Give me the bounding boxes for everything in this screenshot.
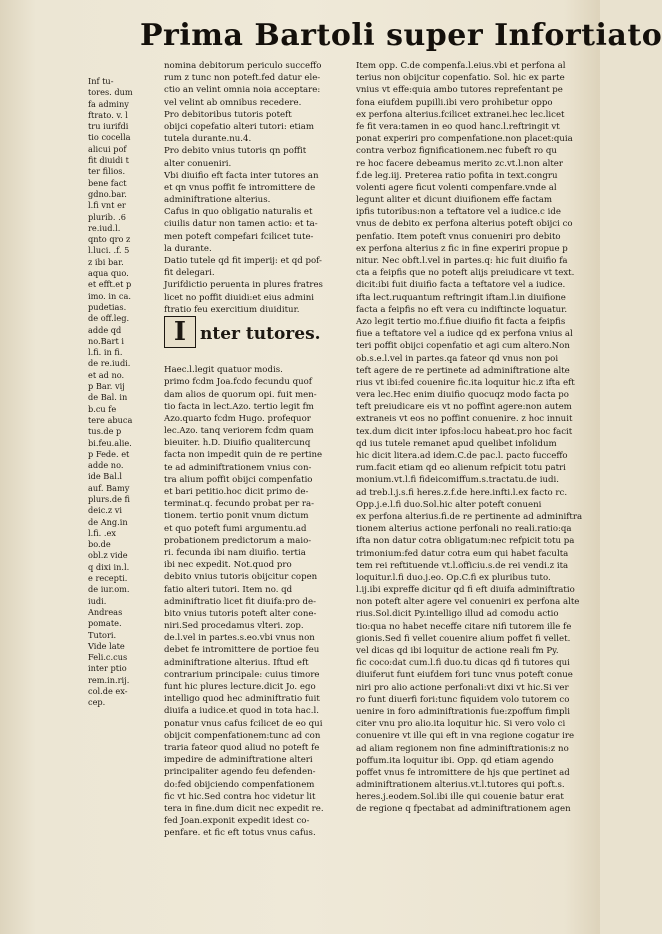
text-line: tionem. tertio ponit vnum dictum bbox=[164, 511, 309, 522]
gloss-line: tores. dum bbox=[88, 87, 133, 98]
text-line: Pro debito vnius tutoris qn poffit bbox=[164, 146, 307, 157]
text-line: lec.Azo. tanq veriorem fcdm quam bbox=[164, 426, 314, 437]
text-line: teri poffit obijci copenfatio et agi cum altero.Non bbox=[356, 341, 570, 352]
gloss-line: iudi. bbox=[88, 595, 107, 606]
text-line: et quo poteft fumi argumentu.ad bbox=[164, 523, 307, 534]
gloss-line: Feli.c.cus bbox=[88, 652, 128, 663]
text-line: fit delegari. bbox=[164, 268, 215, 279]
gloss-line: tus.de p bbox=[88, 426, 122, 437]
text-line: teft preiudicare eis vt no poffint agere:non autem bbox=[356, 402, 572, 413]
gloss-line: ftrato. v. l bbox=[88, 109, 128, 120]
text-line: fic vt hic.Sed contra hoc videtur lit bbox=[164, 791, 316, 802]
text-line: Pro debitoribus tutoris poteft bbox=[164, 109, 292, 120]
text-line: ro funt diuerfi fori:tunc fiquidem volo tutorem co bbox=[356, 694, 570, 705]
gloss-line: plurs.de fi bbox=[88, 493, 131, 504]
gloss-line: p Fede. et bbox=[88, 448, 130, 459]
text-line: uenire in foro adminiftrationis fue:zpoffum fimpli bbox=[356, 706, 570, 717]
text-line: Haec.l.legit quatuor modis. bbox=[164, 365, 283, 376]
gloss-line: et efft.et p bbox=[88, 279, 132, 290]
text-line: vel dicas qd ibi loquitur de actione reali fm Py. bbox=[356, 646, 559, 656]
text-line: poffet vnus fe intromittere de hjs que pertinet ad bbox=[356, 767, 570, 778]
text-line: Azo legit tertio mo.f.fiue diuifio fit facta a feipfis bbox=[356, 316, 566, 327]
gloss-line: Tutori. bbox=[88, 629, 117, 640]
text-line: fiue a teftatore vel a iudice qd ex perfona vnius al bbox=[356, 329, 573, 340]
gloss-line: de off.leg. bbox=[88, 313, 130, 324]
text-line: ifta lect.ruquantum reftringit iftam.l.in diuifione bbox=[356, 292, 566, 303]
text-line: volenti agere ficut volenti compenfare.vnde al bbox=[356, 182, 557, 193]
heading-text: nter tutores. bbox=[200, 323, 321, 344]
text-line: vera lec.Hec enim diuifio quocuqz modo facta po bbox=[356, 390, 569, 401]
gloss-line: imo. in ca. bbox=[88, 290, 131, 301]
gloss-line: bi.feu.alie. bbox=[88, 437, 132, 448]
text-line: ad aliam regionem non fine adminiftrationis:z no bbox=[356, 743, 569, 754]
gloss-line: qnto qro z bbox=[88, 234, 131, 245]
text-line: tionem alterius actione perfonali no reali.ratio:qa bbox=[356, 524, 572, 535]
text-line: loquitur.l.fi duo.j.eo. Op.C.fi ex pluribus tuto. bbox=[356, 572, 551, 583]
text-line: monium.vt.l.fi fideicomiffum.s.tractatu.de iudi. bbox=[356, 475, 559, 486]
gloss-line: inter ptio bbox=[88, 663, 127, 674]
text-line: impedire de adminiftratione alteri bbox=[164, 755, 313, 766]
text-line: re hoc facere debeamus merito zc.vt.l.non alter bbox=[356, 158, 563, 169]
gloss-line: obl.z vide bbox=[88, 550, 128, 561]
text-line: qd ius tutele remanet apud quelibet infolidum bbox=[356, 438, 557, 449]
text-line: intelligo quod hec adminiftratio fuit bbox=[164, 694, 320, 705]
text-line: Cafus in quo obligatio naturalis et bbox=[164, 207, 313, 218]
page-title: Prima Bartoli super Infortiato bbox=[140, 18, 662, 53]
text-line: ftratio feu exercitium diuiditur. bbox=[164, 304, 300, 315]
text-line: Vbi diuifio eft facta inter tutores an bbox=[164, 170, 319, 181]
text-line: tutela durante.nu.4. bbox=[164, 134, 252, 145]
text-line: non poteft alter agere vel conueniri ex perfona alte bbox=[356, 597, 580, 608]
text-line: te ad adminiftrationem vnius con- bbox=[164, 462, 312, 473]
gloss-line: plurib. .6 bbox=[88, 211, 126, 222]
text-line: penfare. et fic eft totus vnus cafus. bbox=[164, 828, 316, 839]
text-line: obijci copefatio alteri tutori: etiam bbox=[164, 121, 315, 132]
gloss-line: l.luci. .f. 5 bbox=[88, 245, 130, 256]
text-line: traria fateor quod aliud no poteft fe bbox=[164, 742, 320, 753]
section-heading bbox=[164, 316, 350, 352]
text-line: poffum.ita loquitur ibi. Opp. qd etiam agendo bbox=[356, 755, 554, 766]
gloss-line: tere abuca bbox=[88, 414, 133, 425]
text-line: bito vnius tutoris poteft alter cone- bbox=[164, 608, 317, 619]
text-line: alter conueniri. bbox=[164, 158, 232, 169]
text-line: fed Joan.exponit expedit idest co- bbox=[164, 816, 310, 827]
text-line: ifta non datur cotra obligatum:nec refpicit totu pa bbox=[356, 536, 575, 547]
gloss-line: alicui pof bbox=[88, 143, 127, 154]
text-line: conuenire vt ille qui eft in vna regione cogatur ire bbox=[356, 731, 575, 742]
text-line: vnius vt effe:quia ambo tutores reprefentant pe bbox=[356, 85, 563, 96]
text-line: hic dicit litera.ad idem.C.de pac.l. pacto fucceffo bbox=[356, 451, 568, 461]
text-line: terminat.q. fecundo probat per ra- bbox=[164, 499, 315, 510]
gloss-line: e recepti. bbox=[88, 573, 128, 584]
text-line: ad treb.l.j.s.fi heres.z.f.de here.infti.l.ex facto rc. bbox=[356, 487, 568, 498]
text-line: ob.s.e.l.vel in partes.qa fateor qd vnus non poi bbox=[356, 353, 559, 364]
text-line: contra verboz fignificationem.nec fubeft ro qu bbox=[356, 146, 557, 157]
gloss-line: adde no. bbox=[88, 460, 124, 471]
text-line: niri.Sed procedamus vlteri. zop. bbox=[164, 621, 304, 632]
text-line: rum.facit etiam qd eo alienum refpicit totu patri bbox=[356, 463, 566, 474]
text-line: et bari petitio.hoc dicit primo de- bbox=[164, 487, 309, 497]
text-line: fic coco:dat cum.l.fi duo.tu dicas qd fi tutores qui bbox=[356, 658, 570, 669]
text-line: citer vnu pro alio.ita loquitur hic. Si vero volo ci bbox=[356, 719, 566, 730]
text-line: fona eiufdem pupilli.ibi vero prohibetur oppo bbox=[356, 97, 553, 108]
gloss-line: et ad no. bbox=[88, 369, 125, 380]
text-line: principaliter agendo feu defenden- bbox=[164, 767, 316, 778]
text-line: vnus de debito ex perfona alterius poteft obijci co bbox=[356, 219, 573, 230]
text-line: de regione q fpectabat ad adminiftrationem agen bbox=[356, 804, 571, 815]
gloss-line: bo.de bbox=[88, 539, 111, 550]
gloss-line: bene fact bbox=[88, 177, 127, 188]
text-line: Azo.quarto fcdm Hugo. profequor bbox=[164, 413, 311, 424]
gloss-line: de Bal. in bbox=[88, 392, 128, 403]
gloss-line: l.fi vnt er bbox=[88, 200, 126, 211]
text-line: facta a feipfis no eft vera cu indiftincte loquatur. bbox=[356, 304, 568, 315]
gloss-line: rem.in.rij. bbox=[88, 674, 130, 685]
text-line: adminiftratione alterius. Iftud eft bbox=[164, 657, 309, 668]
text-line: dicit:ibi fuit diuifio facta a teftatore vel a iudice. bbox=[356, 280, 566, 291]
gloss-line: b.cu fe bbox=[88, 403, 117, 414]
text-line: nomina debitorum periculo succeffo bbox=[164, 61, 322, 71]
text-line: licet no poffit diuidi:et eius admini bbox=[164, 292, 315, 303]
commentary-column-right bbox=[356, 60, 592, 816]
gloss-line: ter filios. bbox=[88, 166, 126, 177]
text-line: funt hic plures lecture.dicit Jo. ego bbox=[164, 682, 316, 692]
gloss-line: col.de ex- bbox=[88, 686, 128, 697]
text-line: primo fcdm Joa.fcdo fecundu quof bbox=[164, 377, 312, 388]
text-line: debito vnius tutoris obijcitur copen bbox=[164, 572, 318, 583]
gloss-line: Andreas bbox=[88, 606, 123, 617]
text-line: rius.Sol.dicit Py.intelligo illud ad comodu actio bbox=[356, 609, 559, 620]
gloss-line: gdno.bar. bbox=[88, 188, 127, 199]
text-line: cta a feipfis que no poteft alijs preiudicare vt text. bbox=[356, 268, 575, 279]
drop-cap-initial: I bbox=[164, 316, 196, 348]
text-line: tio facta in lect.Azo. tertio legit fm bbox=[164, 401, 314, 412]
text-line: Item opp. C.de compenfa.l.eius.vbi et perfona al bbox=[356, 61, 566, 71]
text-line: facta non impedit quin de re pertine bbox=[164, 450, 323, 461]
commentary-column-left bbox=[164, 60, 350, 839]
text-line: tem rei reftituende vt.l.officiu.s.de rei vendi.z ita bbox=[356, 560, 569, 571]
gloss-line: ide Bal.l bbox=[88, 471, 123, 482]
gloss-line: l.fi. in fi. bbox=[88, 347, 123, 358]
gloss-line: de Ang.in bbox=[88, 516, 128, 527]
text-line: vel velint ab omnibus recedere. bbox=[164, 97, 302, 108]
text-line: rum z tunc non poteft.fed datur ele- bbox=[164, 73, 321, 84]
gloss-line: q dixi in.l. bbox=[88, 561, 130, 572]
text-line: de.l.vel in partes.s.eo.vbi vnus non bbox=[164, 633, 315, 644]
text-line: tra alium poffit obijci compenfatio bbox=[164, 474, 313, 485]
gloss-line: pomate. bbox=[88, 618, 122, 629]
text-line: Jurifdictio peruenta in plures fratres bbox=[164, 280, 323, 291]
gloss-line: tru iurifdi bbox=[88, 121, 129, 132]
text-line: adminiftratio licet fit diuifa:pro de- bbox=[164, 596, 317, 607]
text-line: gionis.Sed fi vellet couenire alium poffet fi vellet. bbox=[356, 633, 571, 644]
text-line: niri pro alio actione perfonali:vt dixi vt hic.Si ver bbox=[356, 682, 569, 693]
text-line: ex perfona alterius.fcilicet extranei.hec lec.licet bbox=[356, 109, 565, 120]
gloss-line: cep. bbox=[88, 697, 106, 708]
text-line: diuiferut funt eiufdem fori tunc vnus poteft conue bbox=[356, 670, 573, 681]
text-line: ponatur vnus cafus fcilicet de eo qui bbox=[164, 718, 323, 729]
text-line: probationem predictorum a maio- bbox=[164, 535, 312, 546]
text-line: men poteft compefari fcilicet tute- bbox=[164, 231, 314, 242]
marginal-gloss-column bbox=[88, 76, 148, 709]
text-line: Datio tutele qd fit imperij: et qd pof- bbox=[164, 256, 322, 266]
text-line: ex perfona alterius.fi.de re pertinente ad adminiftra bbox=[356, 511, 583, 522]
text-line: debet fe intromittere de portioe feu bbox=[164, 645, 320, 656]
gloss-line: de re.iudi. bbox=[88, 358, 131, 369]
text-line: contrarium principale: cuius timore bbox=[164, 669, 320, 680]
text-line: tio:qua no habet neceffe citare nifi tutorem ille fe bbox=[356, 621, 572, 632]
gloss-line: adde qd bbox=[88, 324, 122, 335]
text-line: ibi nec expedit. Not.quod pro bbox=[164, 560, 292, 571]
gloss-line: no.Bart i bbox=[88, 335, 124, 346]
text-line bbox=[164, 352, 350, 364]
gloss-line: Vide late bbox=[88, 640, 125, 651]
text-line: ponat experiri pro compenfatione.non placet:quia bbox=[356, 134, 573, 145]
text-line: do:fed obijciendo compenfationem bbox=[164, 779, 315, 790]
text-line: ctio an velint omnia noia acceptare: bbox=[164, 85, 321, 96]
text-line: fatio alteri tutori. Item no. qd bbox=[164, 584, 293, 595]
gloss-line: auf. Bamy bbox=[88, 482, 130, 493]
text-line: extraneis vt eos no poffint conuenire. z hoc innuit bbox=[356, 414, 573, 425]
text-line: ciuilis datur non tamen actio: et ta- bbox=[164, 219, 318, 230]
gloss-line: Inf tu- bbox=[88, 76, 114, 86]
text-line: ipfis tutoribus:non a teftatore vel a iudice.c ide bbox=[356, 207, 561, 218]
gloss-line: aqua quo. bbox=[88, 268, 129, 279]
text-line: nitur. Nec obft.l.vel in partes.q: hic fuit diuifio fa bbox=[356, 256, 568, 266]
text-line: trimonium:fed datur cotra eum qui habet faculta bbox=[356, 548, 569, 559]
text-line: f.de leg.iij. Preterea ratio pofita in text.congru bbox=[356, 170, 558, 181]
text-line: tex.dum dicit inter ipfos:locu habeat.pro hoc facit bbox=[356, 426, 573, 437]
gloss-line: z ibi bar. bbox=[88, 256, 124, 267]
text-line: penfatio. Item poteft vnus conueniri pro debito bbox=[356, 231, 561, 242]
text-line: terius non obijcitur copenfatio. Sol. hic ex parte bbox=[356, 73, 565, 84]
text-line: adminiftratione alterius. bbox=[164, 195, 271, 206]
text-line: l.ij.ibi expreffe dicitur qd fi eft diuifa adminiftratio bbox=[356, 585, 575, 596]
text-line: bieuiter. h.D. Diuifio qualitercunq bbox=[164, 438, 311, 449]
gloss-line: deic.z vi bbox=[88, 505, 123, 516]
text-line: Opp.j.e.l.fi duo.Sol.hic alter poteft conueni bbox=[356, 499, 542, 510]
text-line: ex perfona alterius z fic in fine experiri propue p bbox=[356, 243, 568, 254]
gloss-line: tio cocella bbox=[88, 132, 131, 143]
text-line: fe fit vera:tamen in eo quod hanc.l.reftringit vt bbox=[356, 121, 560, 132]
text-line: adminiftrationem alterius.vt.l.tutores qui poft.s. bbox=[356, 780, 565, 791]
text-line: obijcit compenfationem:tunc ad con bbox=[164, 730, 321, 741]
text-line: rius vt ibi:fed couenire fic.ita loquitur hic.z ifta eft bbox=[356, 377, 575, 388]
text-line: legunt aliter et dicunt diuifionem effe factam bbox=[356, 195, 552, 206]
text-line: dam alios de quorum opi. fuit men- bbox=[164, 389, 317, 400]
gloss-line: fit diuidi t bbox=[88, 155, 129, 166]
text-line: et qn vnus poffit fe intromittere de bbox=[164, 182, 316, 193]
gloss-line: de iur.om. bbox=[88, 584, 130, 595]
text-line: heres.j.eodem.Sol.ibi ille qui couenie batur erat bbox=[356, 792, 564, 803]
text-line: diuifa a iudice.et quod in tota hac.l. bbox=[164, 706, 319, 717]
text-line: teft agere de re pertinete ad adminiftratione alte bbox=[356, 365, 570, 376]
text-line: ri. fecunda ibi nam diuifio. tertia bbox=[164, 547, 306, 558]
gloss-line: fa adminy bbox=[88, 98, 129, 109]
gloss-line: pudetias. bbox=[88, 301, 127, 312]
text-line: la durante. bbox=[164, 243, 212, 254]
text-line: tera in fine.dum dicit nec expedit re. bbox=[164, 803, 324, 814]
gloss-line: p Bar. vij bbox=[88, 381, 125, 392]
gloss-line: l.fi. .ex bbox=[88, 527, 116, 538]
gloss-line: re.iud.l. bbox=[88, 222, 121, 233]
